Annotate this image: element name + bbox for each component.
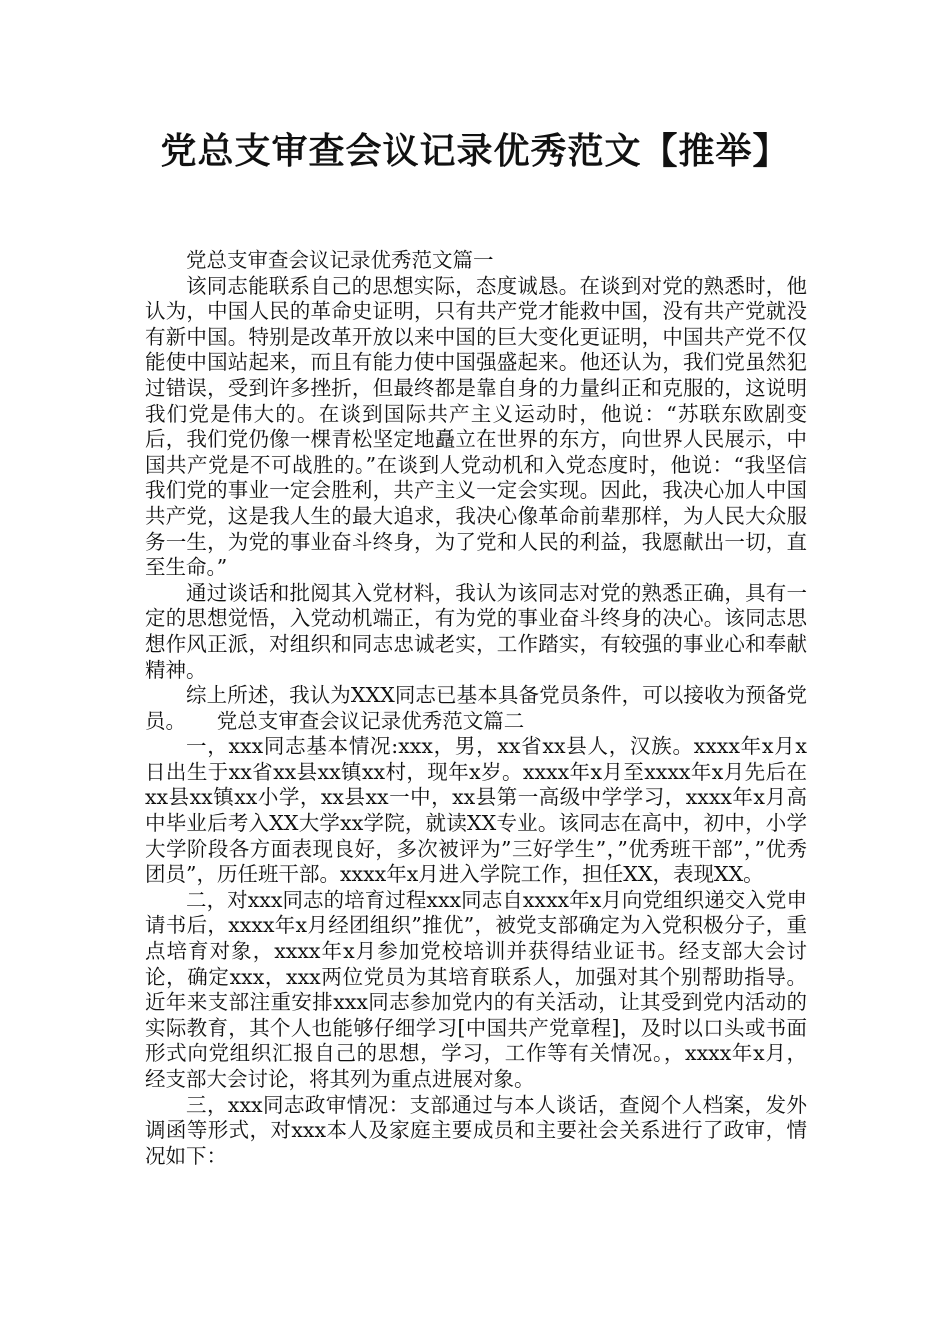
body-paragraph: 通过谈话和批阅其入党材料，我认为该同志对党的熟悉正确，具有一定的思想觉悟，入党动机端正，有为党的事业奋斗终身的决心。该同志思想作风正派，对组织和同志忠诚老实，工作踏实，有较强的事业心和奉献精神。 [145, 580, 807, 682]
body-paragraph: 二，对xxx同志的培育过程xxx同志自xxxx年x月向党组织递交入党申请书后，xxxx年x月经团组织”推优”，被党支部确定为入党积极分子，重点培育对象，xxxx年x月参加党校培训并获得结业证书。经支部大会讨论，确定xxx，xxx两位党员为其培育联系人，加强对其个别帮助指导。近年来支部注重安排xxx同志参加党内的有关活动，让其受到党内活动的实际教育，其个人也能够仔细学习[中国共产党章程]，及时以口头或书面形式向党组织汇报自己的思想，学习，工作等有关情况。，xxxx年x月，经支部大会讨论，将其列为重点进展对象。 [145, 887, 807, 1091]
body-paragraph: 三，xxx同志政审情况：支部通过与本人谈话，查阅个人档案，发外调函等形式，对xxx本人及家庭主要成员和主要社会关系进行了政审，情况如下： [145, 1092, 807, 1168]
body-paragraph: 综上所述，我认为XXX同志已基本具备党员条件，可以接收为预备党员。 党总支审查会议记录优秀范文篇二 [145, 683, 807, 733]
document-title: 党总支审查会议记录优秀范文【推举】 [160, 131, 790, 172]
document-body [145, 248, 807, 1169]
section-heading-one: 党总支审查会议记录优秀范文篇一 [186, 248, 494, 272]
body-paragraph: 一，xxx同志基本情况:xxx，男，xx省xx县人，汉族。xxxx年x月x日出生于xx省xx县xx镇xx村，现年x岁。xxxx年x月至xxxx年x月先后在xx县xx镇xx小学，xx县xx一中，xx县第一高级中学学习，xxxx年x月高中毕业后考入XX大学xx学院，就读XX专业。该同志在高中，初中，小学大学阶段各方面表现良好，多次被评为”三好学生”，”优秀班干部”，”优秀团员”，历任班干部。xxxx年x月进入学院工作，担任XX，表现XX。 [145, 734, 807, 887]
body-paragraph: 该同志能联系自己的思想实际，态度诚恳。在谈到对党的熟悉时，他认为，中国人民的革命史证明，只有共产党才能救中国，没有共产党就没有新中国。特别是改革开放以来中国的巨大变化更证明，中国共产党不仅能使中国站起来，而且有能力使中国强盛起来。他还认为，我们党虽然犯过错误，受到许多挫折，但最终都是靠自身的力量纠正和克服的，这说明我们党是伟大的。在谈到国际共产主义运动时，他说：“苏联东欧剧变后，我们党仍像一棵青松坚定地矗立在世界的东方，向世界人民展示，中国共产党是不可战胜的。”在谈到人党动机和入党态度时，他说：“我坚信我们党的事业一定会胜利，共产主义一定会实现。因此，我决心加人中国共产党，这是我人生的最大追求，我决心像革命前辈那样，为人民大众服务一生，为党的事业奋斗终身，为了党和人民的利益，我愿献出一切，直至生命。” [145, 273, 807, 580]
